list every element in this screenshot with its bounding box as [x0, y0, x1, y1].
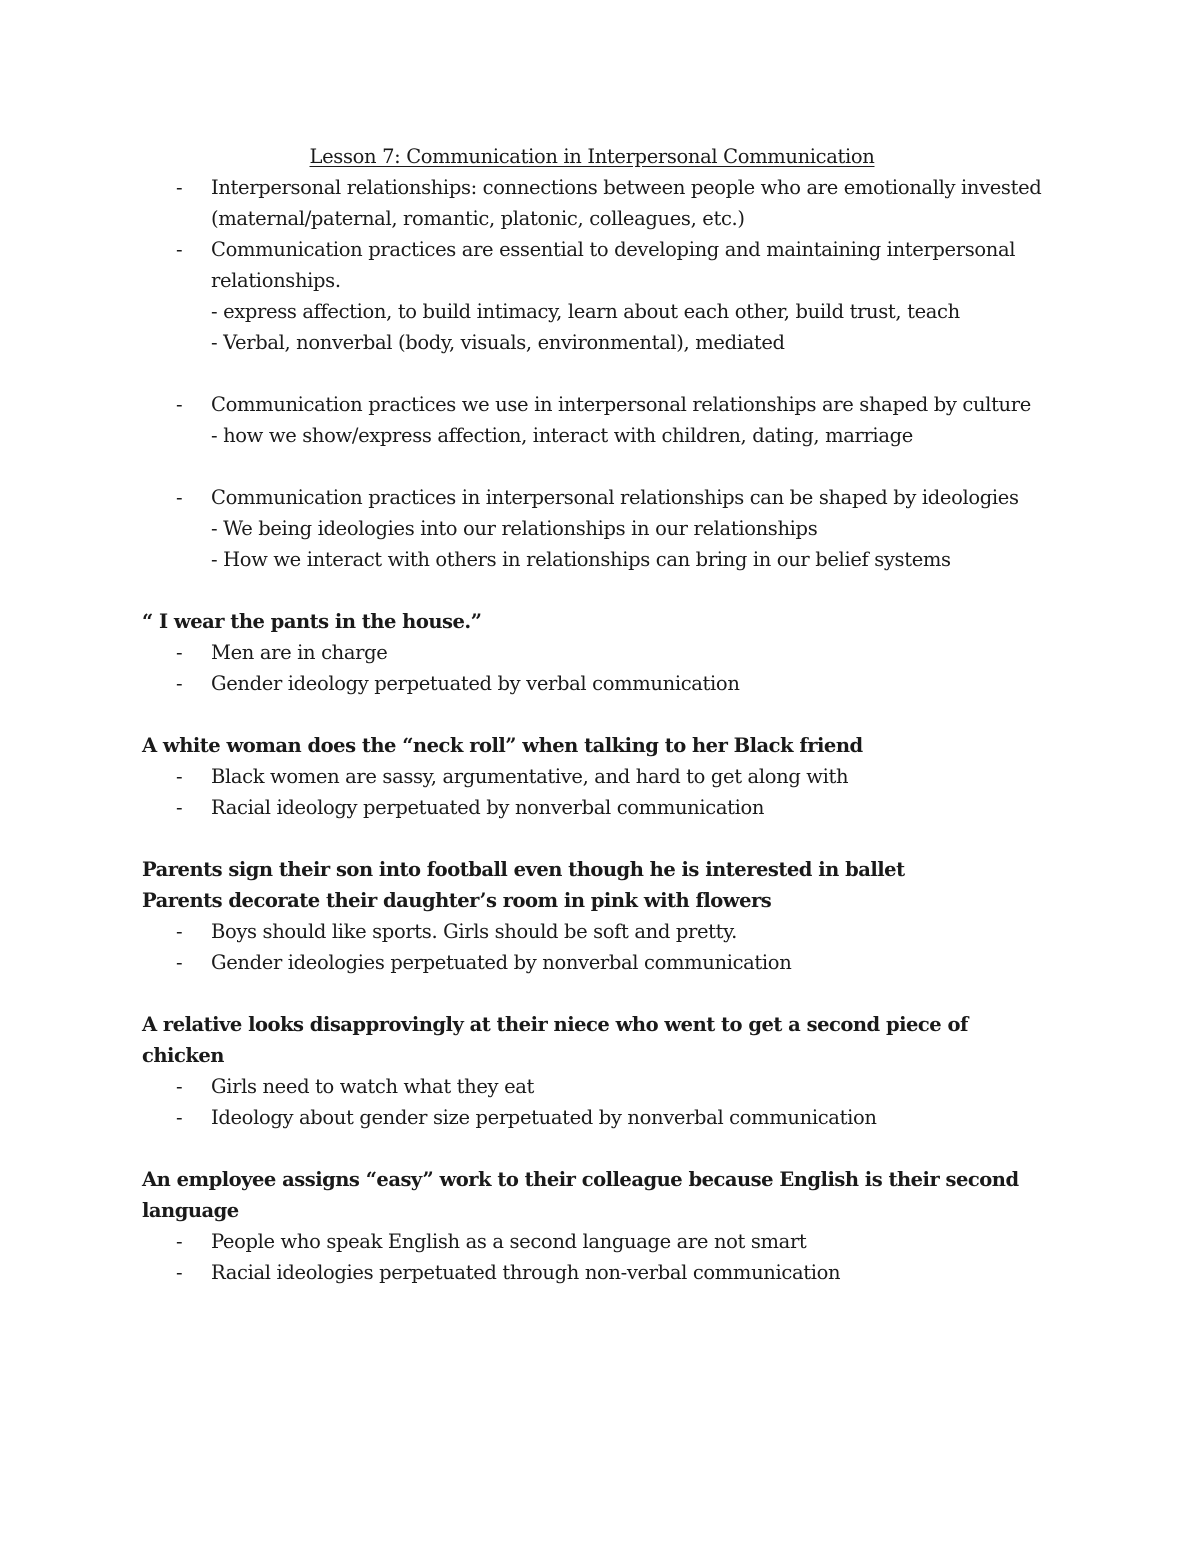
- example-point: - Ideology about gender size perpetuated by nonverbal communication: [142, 1102, 1042, 1133]
- example-point: - Girls need to watch what they eat: [142, 1071, 1042, 1102]
- example-block: [142, 606, 1042, 699]
- example-heading: Parents sign their son into football even though he is interested in ballet: [142, 858, 905, 881]
- example-point: - Black women are sassy, argumentative, and hard to get along with: [142, 761, 1042, 792]
- example-point: - People who speak English as a second language are not smart: [142, 1226, 1042, 1257]
- example-point: - Racial ideologies perpetuated through non-verbal communication: [142, 1257, 1042, 1288]
- example-point: - Racial ideology perpetuated by nonverbal communication: [142, 792, 1042, 823]
- intro-item: [142, 482, 1042, 575]
- example-points: [142, 761, 1042, 823]
- intro-item: [142, 389, 1042, 451]
- intro-subpoint: - Verbal, nonverbal (body, visuals, environmental), mediated: [211, 331, 785, 354]
- example-point: - Gender ideology perpetuated by verbal communication: [142, 668, 1042, 699]
- example-point: - Gender ideologies perpetuated by nonverbal communication: [142, 947, 1042, 978]
- intro-subpoint: - We being ideologies into our relationships in our relationships: [211, 517, 818, 540]
- spacer: [142, 978, 1042, 1009]
- intro-list: [142, 172, 1042, 358]
- example-block: [142, 1009, 1042, 1133]
- example-heading: A white woman does the “neck roll” when talking to her Black friend: [142, 734, 863, 757]
- intro-subpoint: - express affection, to build intimacy, learn about each other, build trust, teach: [211, 300, 960, 323]
- example-heading: A relative looks disapprovingly at their niece who went to get a second piece of chicken: [142, 1013, 968, 1067]
- intro-item-text: Communication practices in interpersonal relationships can be shaped by ideologies: [211, 486, 1019, 509]
- example-block: [142, 1164, 1042, 1288]
- intro-item: [142, 234, 1042, 358]
- intro-item-text: Communication practices we use in interpersonal relationships are shaped by culture: [211, 393, 1031, 416]
- example-heading: “ I wear the pants in the house.”: [142, 610, 482, 633]
- example-heading: An employee assigns “easy” work to their colleague because English is their second language: [142, 1168, 1019, 1222]
- spacer: [142, 358, 1042, 389]
- intro-item-text: Communication practices are essential to developing and maintaining interpersonal relationships.: [211, 238, 1016, 292]
- spacer: [142, 451, 1042, 482]
- spacer: [142, 1133, 1042, 1164]
- example-points: [142, 1226, 1042, 1288]
- document-body: [142, 141, 1042, 1288]
- document-title: Lesson 7: Communication in Interpersonal Communication: [309, 145, 875, 168]
- intro-subpoint: - how we show/express affection, interact with children, dating, marriage: [211, 424, 913, 447]
- spacer: [142, 575, 1042, 606]
- example-points: [142, 1071, 1042, 1133]
- spacer: [142, 699, 1042, 730]
- example-points: [142, 916, 1042, 978]
- example-points: [142, 637, 1042, 699]
- intro-subpoint: - How we interact with others in relationships can bring in our belief systems: [211, 548, 951, 571]
- intro-item-text: Interpersonal relationships: connections between people who are emotionally invested (maternal/paternal, romantic, platonic, colleagues, etc.): [211, 176, 1042, 230]
- intro-item: [142, 172, 1042, 234]
- example-point: - Men are in charge: [142, 637, 1042, 668]
- example-block: [142, 854, 1042, 978]
- example-point: - Boys should like sports. Girls should be soft and pretty.: [142, 916, 1042, 947]
- example-block: [142, 730, 1042, 823]
- intro-list: [142, 389, 1042, 451]
- spacer: [142, 823, 1042, 854]
- intro-list: [142, 482, 1042, 575]
- example-heading: Parents decorate their daughter’s room in pink with flowers: [142, 889, 772, 912]
